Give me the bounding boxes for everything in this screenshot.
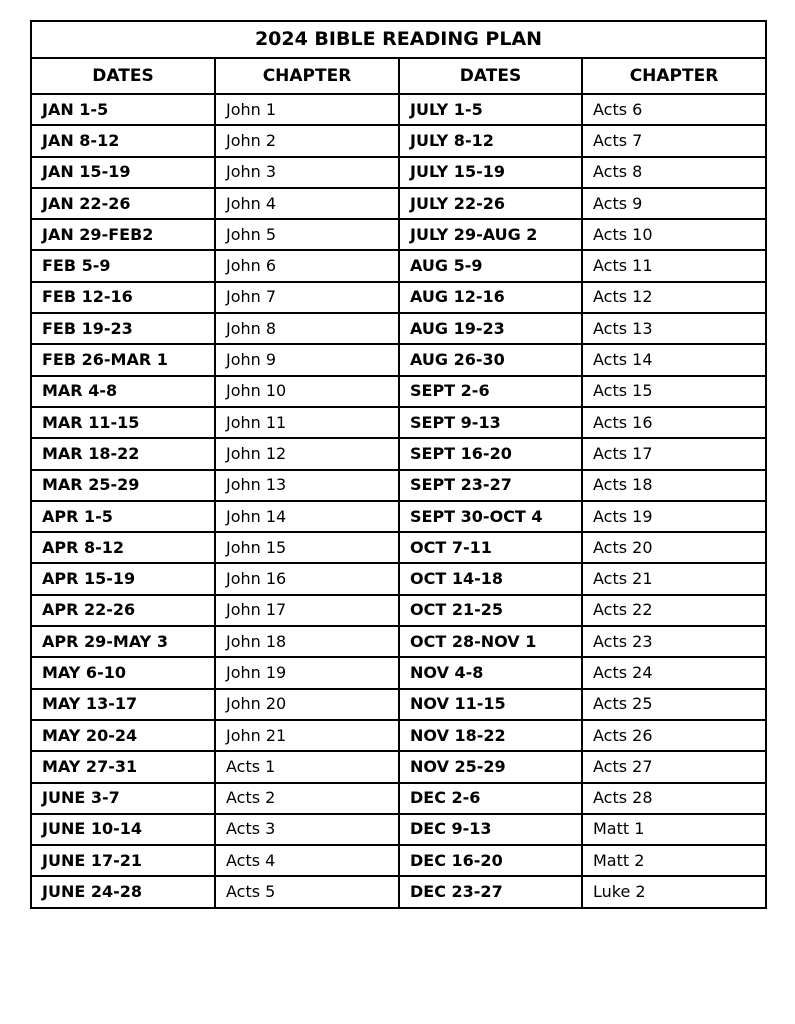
date-cell-left: FEB 26-MAR 1 <box>31 344 215 375</box>
date-cell-left: JAN 1-5 <box>31 94 215 125</box>
chapter-cell-left: John 18 <box>215 626 399 657</box>
chapter-cell-left: John 7 <box>215 282 399 313</box>
date-cell-left: MAR 11-15 <box>31 407 215 438</box>
chapter-cell-left: John 14 <box>215 501 399 532</box>
chapter-cell-left: John 20 <box>215 689 399 720</box>
chapter-cell-left: Acts 1 <box>215 751 399 782</box>
chapter-cell-right: Acts 18 <box>582 470 766 501</box>
table-row <box>31 563 766 594</box>
table-row <box>31 470 766 501</box>
date-cell-left: APR 8-12 <box>31 532 215 563</box>
date-cell-right: NOV 18-22 <box>399 720 582 751</box>
date-cell-left: MAY 6-10 <box>31 657 215 688</box>
chapter-header-left: CHAPTER <box>215 58 399 94</box>
date-cell-left: MAY 13-17 <box>31 689 215 720</box>
chapter-cell-left: Acts 3 <box>215 814 399 845</box>
chapter-cell-left: John 5 <box>215 219 399 250</box>
date-cell-left: JAN 29-FEB2 <box>31 219 215 250</box>
chapter-cell-left: John 10 <box>215 376 399 407</box>
table-row <box>31 188 766 219</box>
date-cell-left: FEB 12-16 <box>31 282 215 313</box>
table-row <box>31 282 766 313</box>
date-cell-left: JUNE 17-21 <box>31 845 215 876</box>
date-cell-right: AUG 26-30 <box>399 344 582 375</box>
date-cell-right: SEPT 30-OCT 4 <box>399 501 582 532</box>
date-cell-left: APR 15-19 <box>31 563 215 594</box>
reading-plan-table <box>30 20 767 909</box>
chapter-cell-left: John 8 <box>215 313 399 344</box>
date-cell-right: DEC 9-13 <box>399 814 582 845</box>
table-row <box>31 376 766 407</box>
chapter-cell-left: John 16 <box>215 563 399 594</box>
date-cell-right: JULY 1-5 <box>399 94 582 125</box>
date-cell-left: JUNE 3-7 <box>31 783 215 814</box>
chapter-cell-right: Acts 19 <box>582 501 766 532</box>
chapter-cell-right: Acts 27 <box>582 751 766 782</box>
chapter-cell-right: Acts 8 <box>582 157 766 188</box>
chapter-cell-left: Acts 5 <box>215 876 399 907</box>
chapter-cell-left: John 21 <box>215 720 399 751</box>
chapter-cell-right: Luke 2 <box>582 876 766 907</box>
table-row <box>31 94 766 125</box>
date-cell-left: MAR 18-22 <box>31 438 215 469</box>
date-cell-right: AUG 12-16 <box>399 282 582 313</box>
chapter-cell-right: Acts 7 <box>582 125 766 156</box>
date-cell-left: APR 1-5 <box>31 501 215 532</box>
date-cell-right: SEPT 23-27 <box>399 470 582 501</box>
table-row <box>31 532 766 563</box>
date-cell-right: NOV 11-15 <box>399 689 582 720</box>
chapter-cell-right: Acts 17 <box>582 438 766 469</box>
chapter-cell-right: Acts 23 <box>582 626 766 657</box>
date-cell-left: APR 22-26 <box>31 595 215 626</box>
date-cell-right: OCT 21-25 <box>399 595 582 626</box>
date-cell-left: APR 29-MAY 3 <box>31 626 215 657</box>
chapter-cell-right: Acts 22 <box>582 595 766 626</box>
chapter-cell-right: Acts 13 <box>582 313 766 344</box>
date-cell-left: MAR 4-8 <box>31 376 215 407</box>
date-cell-left: JUNE 24-28 <box>31 876 215 907</box>
date-cell-right: SEPT 9-13 <box>399 407 582 438</box>
table-row <box>31 751 766 782</box>
date-cell-left: FEB 19-23 <box>31 313 215 344</box>
date-cell-right: AUG 19-23 <box>399 313 582 344</box>
table-row <box>31 689 766 720</box>
date-cell-right: JULY 8-12 <box>399 125 582 156</box>
header-row <box>31 58 766 94</box>
table-row <box>31 814 766 845</box>
chapter-cell-left: John 11 <box>215 407 399 438</box>
table-row <box>31 438 766 469</box>
date-cell-right: DEC 16-20 <box>399 845 582 876</box>
chapter-cell-left: John 19 <box>215 657 399 688</box>
table-row <box>31 595 766 626</box>
title-row <box>31 21 766 58</box>
table-row <box>31 876 766 907</box>
chapter-cell-right: Acts 21 <box>582 563 766 594</box>
date-cell-left: JAN 15-19 <box>31 157 215 188</box>
chapter-cell-right: Acts 6 <box>582 94 766 125</box>
date-cell-left: JAN 22-26 <box>31 188 215 219</box>
date-cell-left: MAY 20-24 <box>31 720 215 751</box>
table-row <box>31 501 766 532</box>
chapter-cell-right: Matt 1 <box>582 814 766 845</box>
date-cell-left: JUNE 10-14 <box>31 814 215 845</box>
date-cell-right: SEPT 16-20 <box>399 438 582 469</box>
chapter-cell-right: Acts 28 <box>582 783 766 814</box>
chapter-cell-right: Acts 12 <box>582 282 766 313</box>
table-row <box>31 219 766 250</box>
table-row <box>31 250 766 281</box>
chapter-cell-left: John 13 <box>215 470 399 501</box>
table-row <box>31 720 766 751</box>
chapter-cell-right: Acts 14 <box>582 344 766 375</box>
chapter-cell-right: Acts 20 <box>582 532 766 563</box>
chapter-cell-right: Acts 11 <box>582 250 766 281</box>
chapter-header-right: CHAPTER <box>582 58 766 94</box>
chapter-cell-right: Acts 16 <box>582 407 766 438</box>
chapter-cell-left: John 6 <box>215 250 399 281</box>
chapter-cell-left: John 12 <box>215 438 399 469</box>
chapter-cell-left: John 3 <box>215 157 399 188</box>
date-cell-right: DEC 2-6 <box>399 783 582 814</box>
dates-header-left: DATES <box>31 58 215 94</box>
table-row <box>31 125 766 156</box>
date-cell-right: NOV 4-8 <box>399 657 582 688</box>
date-cell-right: OCT 28-NOV 1 <box>399 626 582 657</box>
date-cell-right: JULY 22-26 <box>399 188 582 219</box>
chapter-cell-left: John 1 <box>215 94 399 125</box>
chapter-cell-left: Acts 4 <box>215 845 399 876</box>
plan-title: 2024 BIBLE READING PLAN <box>31 21 766 58</box>
chapter-cell-right: Matt 2 <box>582 845 766 876</box>
chapter-cell-left: Acts 2 <box>215 783 399 814</box>
date-cell-right: SEPT 2-6 <box>399 376 582 407</box>
dates-header-right: DATES <box>399 58 582 94</box>
chapter-cell-right: Acts 9 <box>582 188 766 219</box>
chapter-cell-right: Acts 15 <box>582 376 766 407</box>
table-row <box>31 407 766 438</box>
chapter-cell-right: Acts 10 <box>582 219 766 250</box>
date-cell-right: OCT 14-18 <box>399 563 582 594</box>
chapter-cell-left: John 15 <box>215 532 399 563</box>
date-cell-right: NOV 25-29 <box>399 751 582 782</box>
table-row <box>31 626 766 657</box>
date-cell-right: JULY 15-19 <box>399 157 582 188</box>
table-row <box>31 344 766 375</box>
table-row <box>31 845 766 876</box>
chapter-cell-right: Acts 26 <box>582 720 766 751</box>
date-cell-left: MAR 25-29 <box>31 470 215 501</box>
plan-body <box>31 94 766 908</box>
table-row <box>31 657 766 688</box>
chapter-cell-right: Acts 24 <box>582 657 766 688</box>
chapter-cell-left: John 4 <box>215 188 399 219</box>
date-cell-right: AUG 5-9 <box>399 250 582 281</box>
date-cell-left: FEB 5-9 <box>31 250 215 281</box>
date-cell-right: OCT 7-11 <box>399 532 582 563</box>
date-cell-right: JULY 29-AUG 2 <box>399 219 582 250</box>
chapter-cell-right: Acts 25 <box>582 689 766 720</box>
table-row <box>31 313 766 344</box>
table-row <box>31 157 766 188</box>
date-cell-left: JAN 8-12 <box>31 125 215 156</box>
date-cell-left: MAY 27-31 <box>31 751 215 782</box>
date-cell-right: DEC 23-27 <box>399 876 582 907</box>
table-row <box>31 783 766 814</box>
chapter-cell-left: John 2 <box>215 125 399 156</box>
chapter-cell-left: John 9 <box>215 344 399 375</box>
chapter-cell-left: John 17 <box>215 595 399 626</box>
